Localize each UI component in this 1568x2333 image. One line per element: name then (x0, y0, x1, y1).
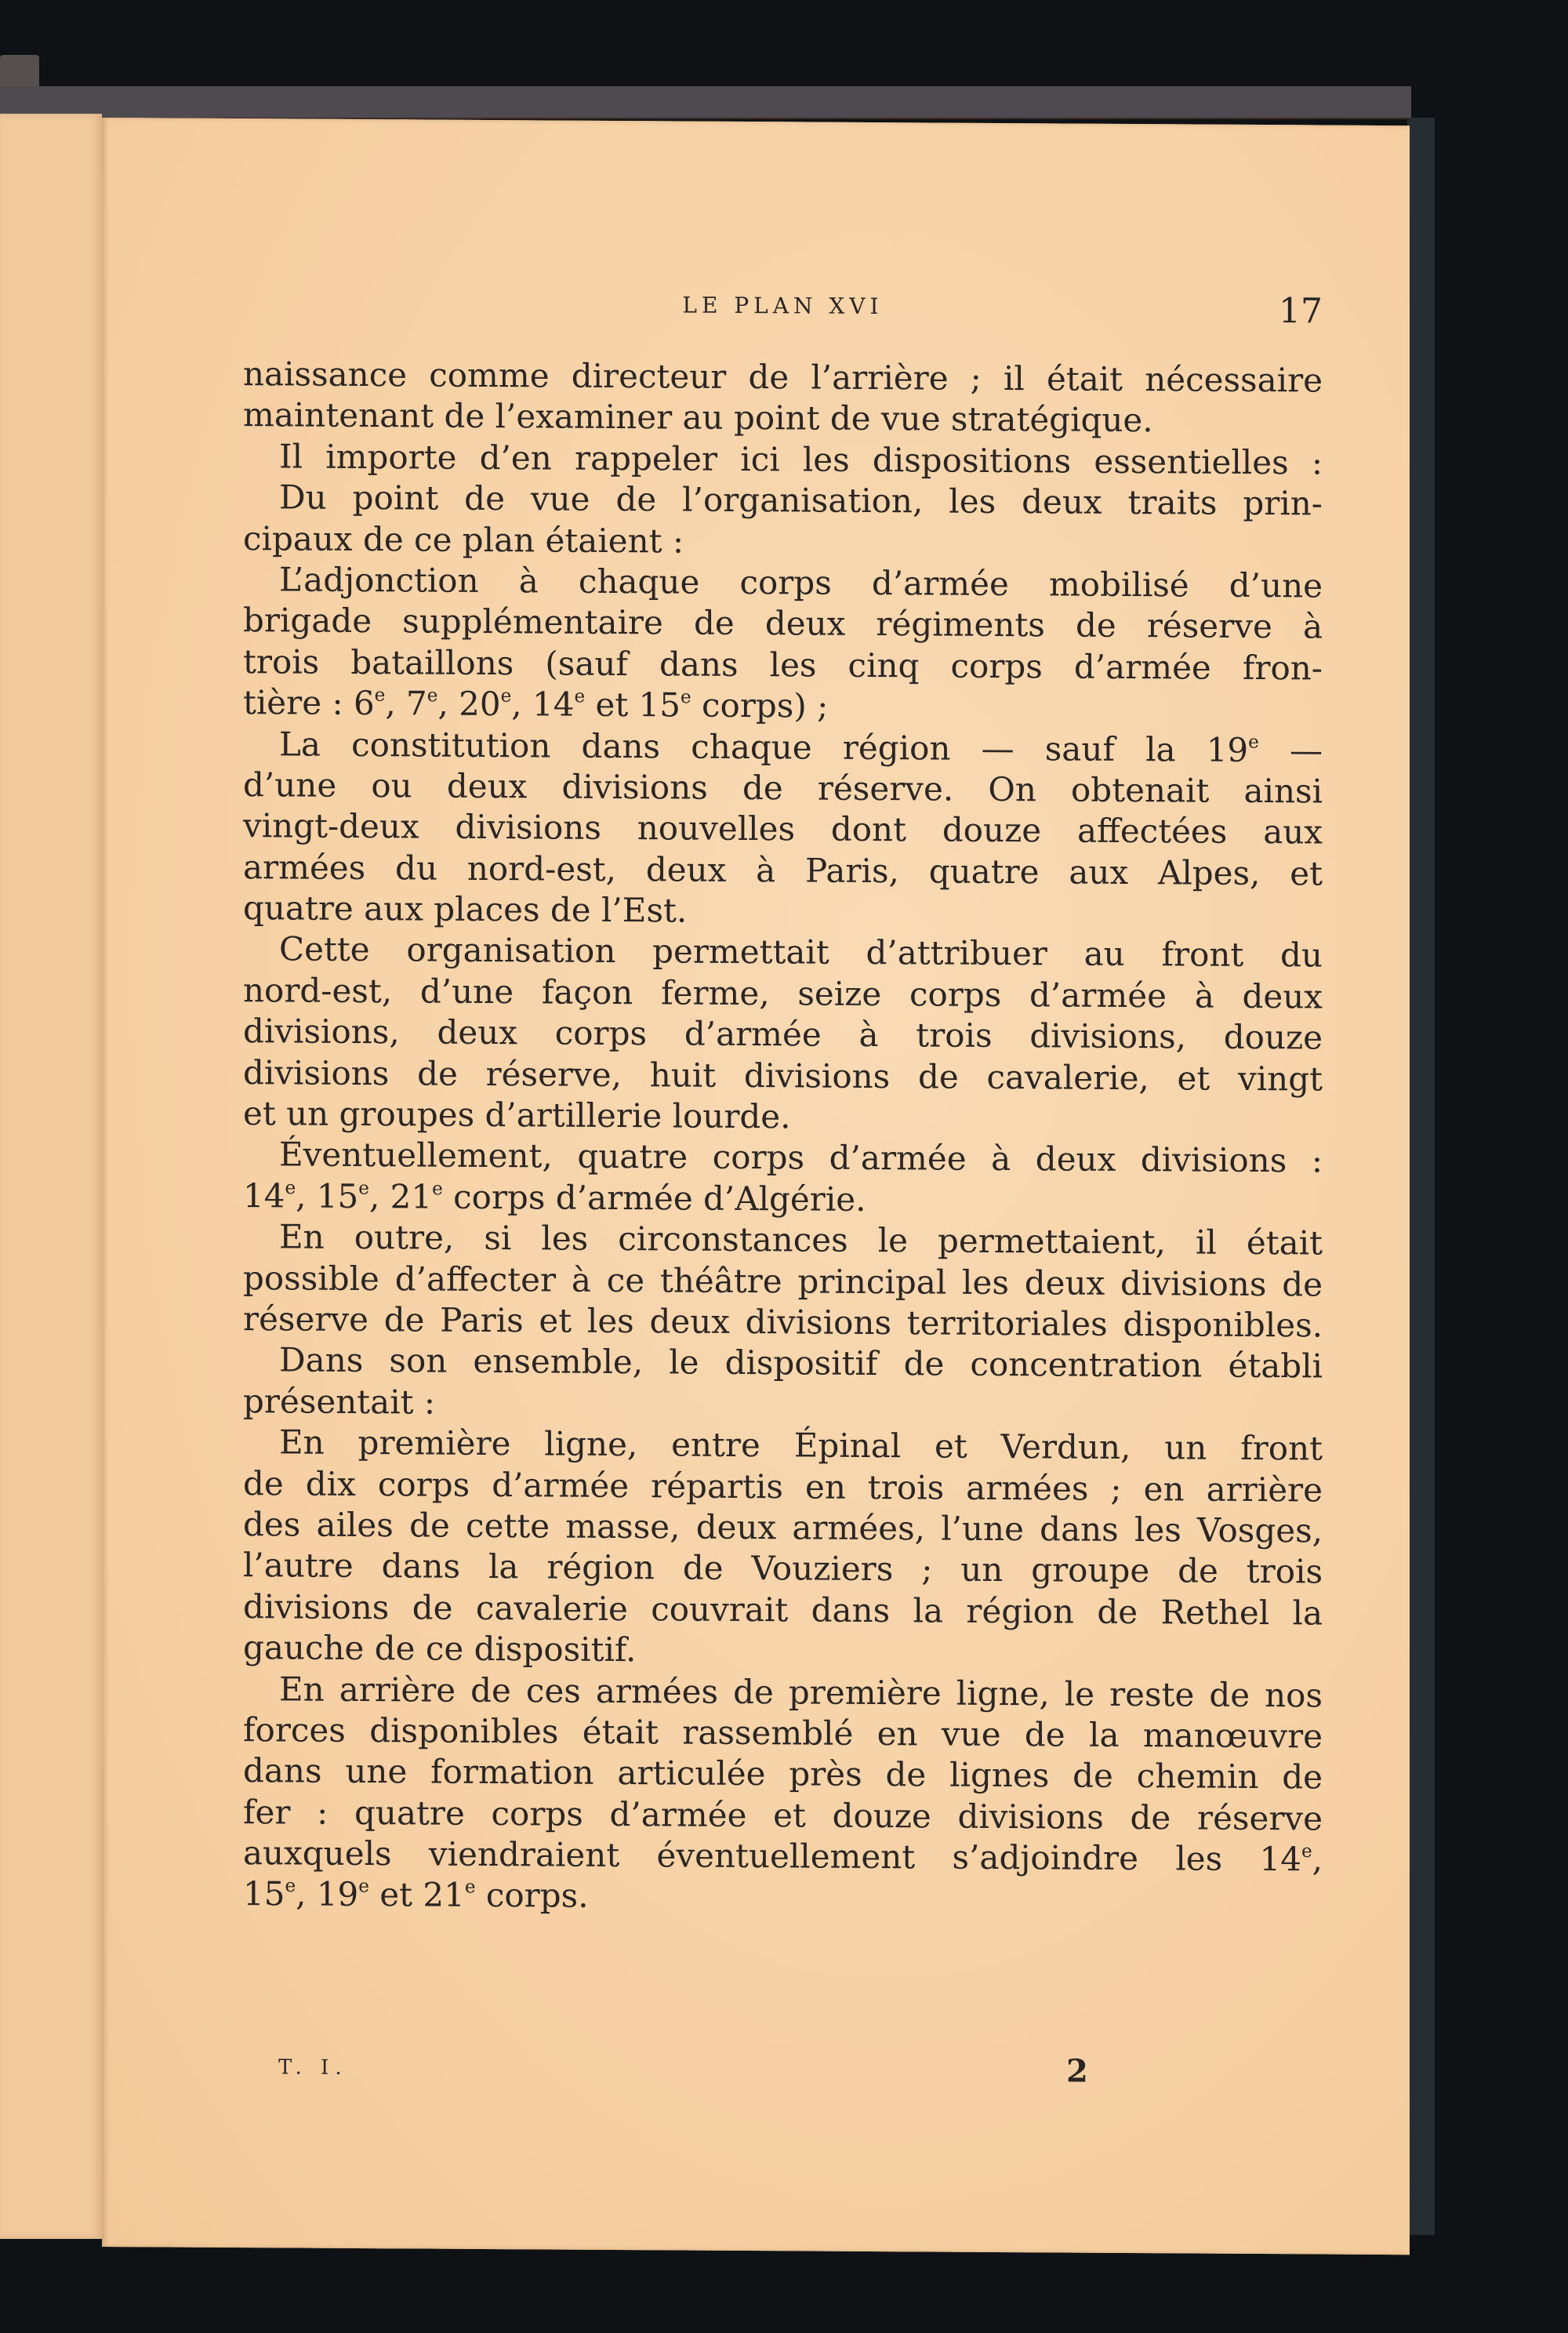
text-line: trois bataillons (sauf dans les cinq corps d’armée fron- (243, 641, 1323, 688)
ordinal-superscript: e (358, 1178, 369, 1199)
running-head (243, 285, 1323, 338)
text-line: Du point de vue de l’organisation, les deux traits prin- (279, 478, 1323, 523)
text-line: forces disponibles était rassemblé en vue de la manœuvre (243, 1710, 1323, 1756)
book-page (102, 118, 1410, 2255)
ordinal-superscript: e (285, 1876, 296, 1897)
page-number: 17 (1279, 291, 1323, 332)
text-line: tière : 6e, 7e, 20e, 14e et 15e corps) ; (243, 683, 829, 725)
ordinal-superscript: e (358, 1877, 369, 1898)
ordinal-superscript: e (374, 685, 386, 707)
ordinal-superscript: e (464, 1877, 476, 1899)
text-line: divisions de réserve, huit divisions de cavalerie, et vingt (243, 1052, 1323, 1099)
text-line: et un groupes d’artillerie lourde. (243, 1094, 791, 1136)
text-line: En arrière de ces armées de première ligne, le reste de nos (279, 1669, 1323, 1715)
text-line: réserve de Paris et les deux divisions territoriales disponibles. (243, 1299, 1323, 1345)
text-line: gauche de ce dispositif. (243, 1628, 637, 1670)
text-line: de dix corps d’armée répartis en trois armées ; en arrière (243, 1463, 1323, 1510)
text-line: cipaux de ce plan étaient : (243, 518, 684, 561)
text-line: l’autre dans la région de Vouziers ; un groupe de trois (243, 1546, 1323, 1591)
ordinal-superscript: e (285, 1177, 296, 1199)
text-line: En outre, si les circonstances le permettaient, il était (279, 1217, 1323, 1263)
text-line: divisions de cavalerie couvrait dans la région de Rethel la (243, 1586, 1323, 1633)
text-line: Dans son ensemble, le dispositif de concentration établi (279, 1340, 1323, 1386)
text-line: La constitution dans chaque région — sauf la 19e — (279, 724, 1323, 770)
text-line: naissance comme directeur de l’arrière ; il était nécessaire (243, 354, 1323, 400)
book-cover-right-edge (1407, 118, 1435, 2235)
ordinal-superscript: e (1301, 1841, 1312, 1862)
text-line: d’une ou deux divisions de réserve. On obtenait ainsi (243, 765, 1323, 811)
ordinal-superscript: e (1248, 732, 1259, 753)
ordinal-superscript: e (681, 687, 691, 708)
running-title: LE PLAN XVI (682, 292, 884, 320)
ordinal-superscript: e (432, 1179, 443, 1200)
text-line: présentait : (243, 1381, 436, 1422)
text-line: 14e, 15e, 21e corps d’armée d’Algérie. (243, 1176, 866, 1219)
book-cover-top-edge (0, 86, 1411, 119)
ordinal-superscript: e (426, 685, 438, 707)
text-line: maintenant de l’examiner au point de vue stratégique. (243, 395, 1153, 440)
volume-signature: T. I. (278, 2055, 348, 2080)
text-line: 15e, 19e et 21e corps. (243, 1874, 589, 1916)
text-line: dans une formation articulée près de lignes de chemin de (243, 1751, 1323, 1797)
ordinal-superscript: e (574, 686, 586, 707)
text-line: divisions, deux corps d’armée à trois divisions, douze (243, 1012, 1323, 1057)
text-line: L’adjonction à chaque corps d’armée mobilisé d’une (279, 560, 1323, 605)
text-line: auxquels viendraient éventuellement s’adjoindre les 14e, (243, 1833, 1323, 1879)
sheet-signature-number: 2 (1066, 2052, 1088, 2090)
body-text (243, 354, 1323, 1921)
facing-page-edge (0, 114, 102, 2239)
text-line: Cette organisation permettait d’attribuer au front du (279, 929, 1323, 975)
text-line: possible d’affecter à ce théâtre principal les deux divisions de (243, 1258, 1323, 1304)
text-line: En première ligne, entre Épinal et Verdun, un front (279, 1423, 1323, 1468)
text-line: des ailes de cette masse, deux armées, l’une dans les Vosges, (243, 1505, 1323, 1550)
text-line: Il importe d’en rappeler ici les dispositions essentielles : (279, 437, 1323, 482)
ordinal-superscript: e (500, 685, 512, 707)
text-line: Éventuellement, quatre corps d’armée à deux divisions : (279, 1135, 1323, 1180)
text-line: quatre aux places de l’Est. (243, 889, 688, 930)
page-footer (243, 2048, 1323, 2101)
text-line: vingt-deux divisions nouvelles dont douze affectées aux (243, 806, 1323, 852)
text-line: nord-est, d’une façon ferme, seize corps d’armée à deux (243, 970, 1323, 1016)
text-line: armées du nord-est, deux à Paris, quatre aux Alpes, et (243, 847, 1323, 893)
text-line: fer : quatre corps d’armée et douze divisions de réserve (243, 1792, 1323, 1838)
text-line: brigade supplémentaire de deux régiments de réserve à (243, 601, 1323, 646)
